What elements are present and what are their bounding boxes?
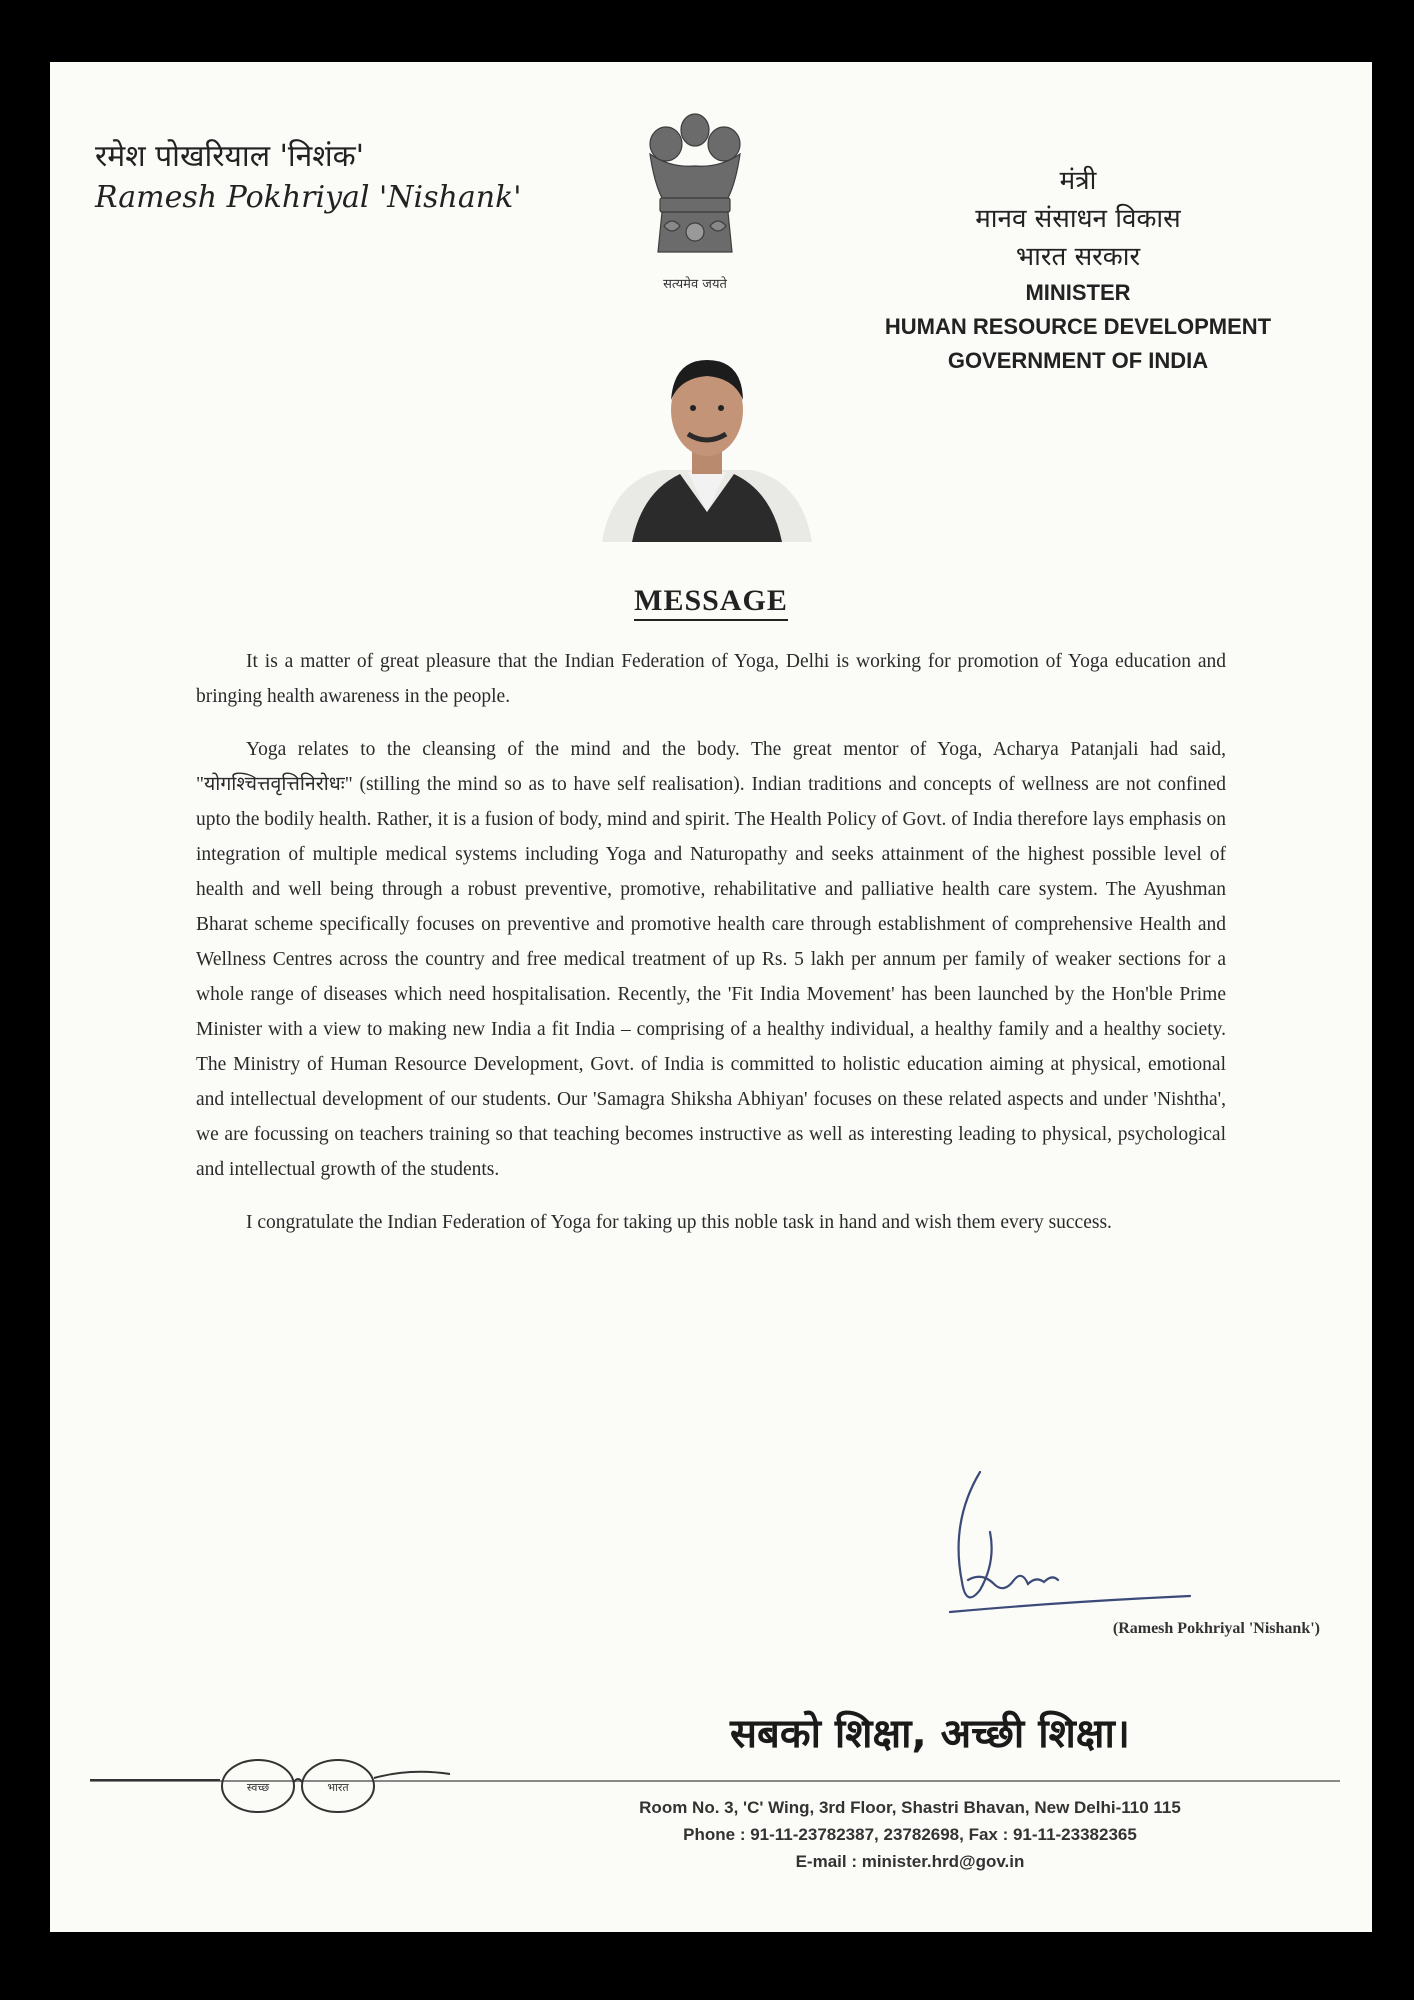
office-email: E-mail : minister.hrd@gov.in bbox=[795, 1852, 1025, 1871]
office-address: Room No. 3, 'C' Wing, 3rd Floor, Shastri Bhavan, New Delhi-110 115 bbox=[639, 1798, 1181, 1817]
minister-name-english: Ramesh Pokhriyal 'Nishank' bbox=[95, 180, 522, 215]
handwritten-signature bbox=[910, 1462, 1200, 1622]
national-emblem-icon bbox=[640, 102, 750, 272]
minister-portrait bbox=[602, 342, 812, 542]
minister-name-hindi: रमेश पोखरियाल 'निशंक' bbox=[95, 139, 364, 174]
designation-english-line: MINISTER bbox=[1025, 280, 1131, 305]
designation-hindi-line: भारत सरकार bbox=[1015, 242, 1141, 272]
designation-english-line: GOVERNMENT OF INDIA bbox=[947, 348, 1209, 373]
emblem-motto: सत्यमेव जयते bbox=[663, 277, 727, 292]
office-contact bbox=[480, 1794, 1340, 1875]
message-paragraph: Yoga relates to the cleansing of the mind and the body. The great mentor of Yoga, Acharya Patanjali had said, "योगश्चित्तवृत्तिनिरोधः" (stilling the mind so as to have self realisation). Indian traditions and concepts of wellness are not confined upto the bodily health. Rather, it is a fusion of body, mind and spirit. The Health Policy of Govt. of India therefore lays emphasis on integration of multiple medical systems including Yoga and Naturopathy and seeks attainment of the highest possible level of health and well being through a robust preventive, promotive, rehabilitative and palliative health care system. The Ayushman Bharat scheme specifically focuses on preventive and promotive health care through establishment of comprehensive Health and Wellness Centres across the country and free medical treatment of up Rs. 5 lakh per annum per family of weaker sections for a whole range of diseases which need hospitalisation. Recently, the 'Fit India Movement' has been launched by the Hon'ble Prime Minister with a view to making new India a fit India – comprising of a healthy individual, a healthy family and a healthy society. The Ministry of Human Resource Development, Govt. of India is committed to holistic education aiming at physical, emotional and intellectual development of our students. Our 'Samagra Shiksha Abhiyan' focuses on these related aspects and under 'Nishtha', we are focussing on teachers training so that teaching becomes instructive as well as interesting leading to physical, psychological and intellectual growth of the students. bbox=[196, 739, 1226, 1180]
message-paragraph: It is a matter of great pleasure that the Indian Federation of Yoga, Delhi is working for promotion of Yoga education and bringing health awareness in the people. bbox=[196, 651, 1226, 707]
designation-hindi-line: मानव संसाधन विकास bbox=[975, 204, 1181, 234]
message-paragraph: I congratulate the Indian Federation of Yoga for taking up this noble task in hand and wish them every success. bbox=[246, 1212, 1112, 1233]
message-title-text: MESSAGE bbox=[634, 584, 788, 621]
designation-block bbox=[808, 162, 1348, 378]
message-body bbox=[196, 644, 1226, 1258]
designation-hindi-line: मंत्री bbox=[1059, 166, 1097, 196]
swachh-bharat-glasses-icon bbox=[80, 1746, 500, 1826]
letter-page bbox=[50, 62, 1372, 1932]
footer-slogan: सबको शिक्षा, अच्छी शिक्षा। bbox=[730, 1711, 1130, 1757]
signatory-name: (Ramesh Pokhriyal 'Nishank') bbox=[1112, 1620, 1320, 1637]
message-title bbox=[50, 584, 1372, 618]
glasses-label-right: भारत bbox=[327, 1781, 349, 1794]
office-phone: Phone : 91-11-23782387, 23782698, Fax : 91-11-23382365 bbox=[683, 1825, 1137, 1844]
glasses-label-left: स्वच्छ bbox=[246, 1781, 270, 1794]
designation-english-line: HUMAN RESOURCE DEVELOPMENT bbox=[884, 314, 1272, 339]
